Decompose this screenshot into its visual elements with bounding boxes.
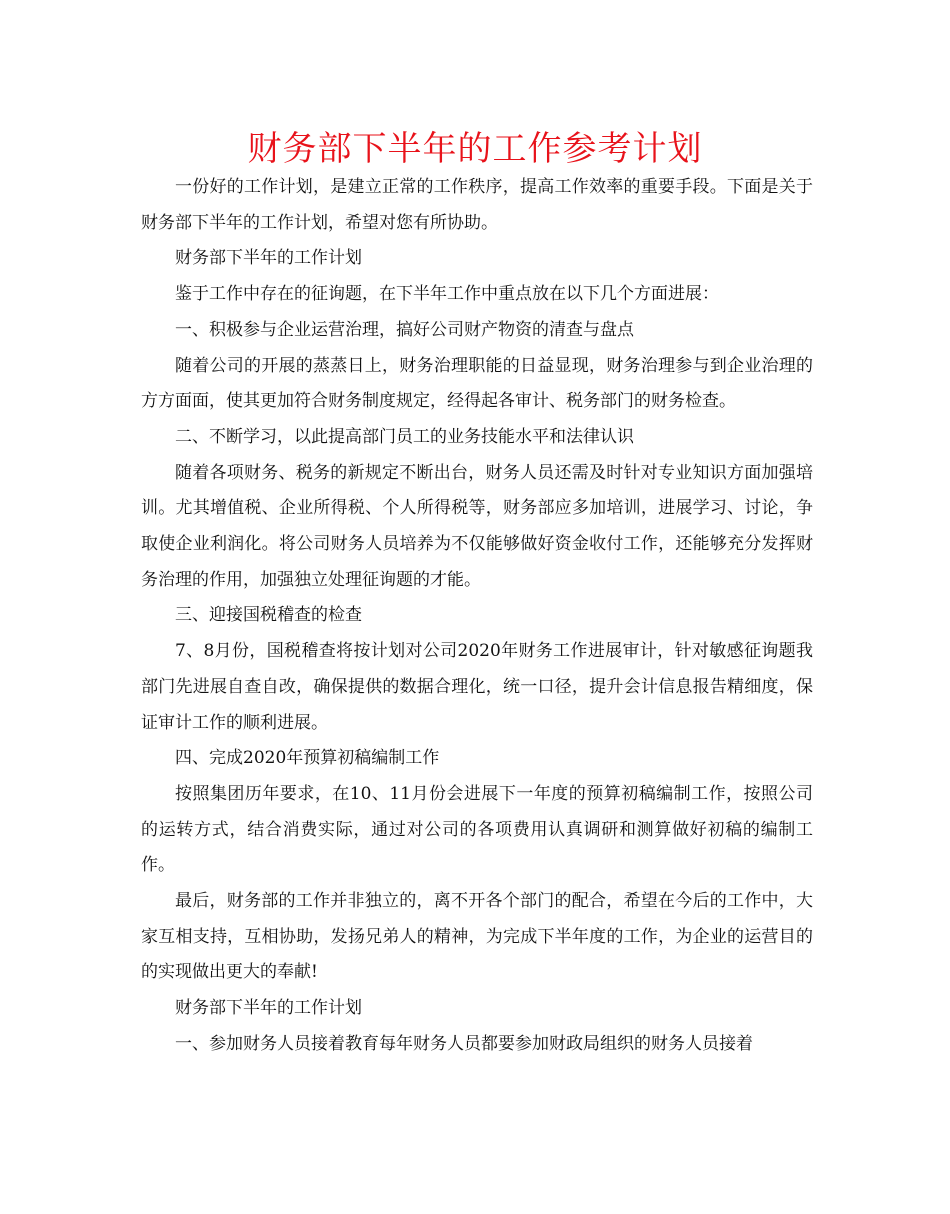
body-paragraph: 7、8月份，国税稽查将按计划对公司2020年财务工作进展审计，针对敏感征询题我部门先进展自查自改，确保提供的数据合理化，统一口径，提升会计信息报告精细度，保证审计工作的顺利进展。 (141, 641, 813, 733)
body-paragraph: 随着公司的开展的蒸蒸日上，财务治理职能的日益显现，财务治理参与到企业治理的方方面面，使其更加符合财务制度规定，经得起各审计、税务部门的财务检查。 (141, 355, 813, 412)
body-paragraph: 按照集团历年要求，在10、11月份会进展下一年度的预算初稿编制工作，按照公司的运转方式，结合消费实际，通过对公司的各项费用认真调研和测算做好初稿的编制工作。 (141, 783, 813, 876)
intro-paragraph: 一份好的工作计划，是建立正常的工作秩序，提高工作效率的重要手段。下面是关于财务部下半年的工作计划，希望对您有所协助。 (141, 177, 813, 233)
document-title: 财务部下半年的工作参考计划 (247, 129, 703, 169)
section-heading: 财务部下半年的工作计划 (175, 248, 362, 269)
section-heading: 财务部下半年的工作计划 (175, 998, 362, 1019)
body-paragraph: 随着各项财务、税务的新规定不断出台，财务人员还需及时针对专业知识方面加强培训。尤其增值税、企业所得税、个人所得税等，财务部应多加培训，进展学习、讨论，争取使企业利润化。将公司财务人员培养为不仅能够做好资金收付工作，还能够充分发挥财务治理的作用，加强独立处理征询题的才能。 (141, 462, 813, 590)
document-body (141, 170, 813, 1063)
closing-paragraph: 最后，财务部的工作并非独立的，离不开各个部门的配合，希望在今后的工作中，大家互相支持，互相协助，发扬兄弟人的精神，为完成下半年度的工作，为企业的运营目的的实现做出更大的奉献! (141, 891, 813, 983)
item-heading-1: 一、积极参与企业运营治理，搞好公司财产物资的清查与盘点 (175, 319, 634, 340)
item-heading-4: 四、完成2020年预算初稿编制工作 (175, 748, 440, 769)
item-heading-3: 三、迎接国税稽查的检查 (175, 605, 362, 626)
item-heading-2: 二、不断学习，以此提高部门员工的业务技能水平和法律认识 (175, 426, 634, 447)
body-paragraph: 鉴于工作中存在的征询题，在下半年工作中重点放在以下几个方面进展： (175, 284, 719, 305)
body-paragraph: 一、参加财务人员接着教育每年财务人员都要参加财政局组织的财务人员接着 (175, 1033, 753, 1054)
